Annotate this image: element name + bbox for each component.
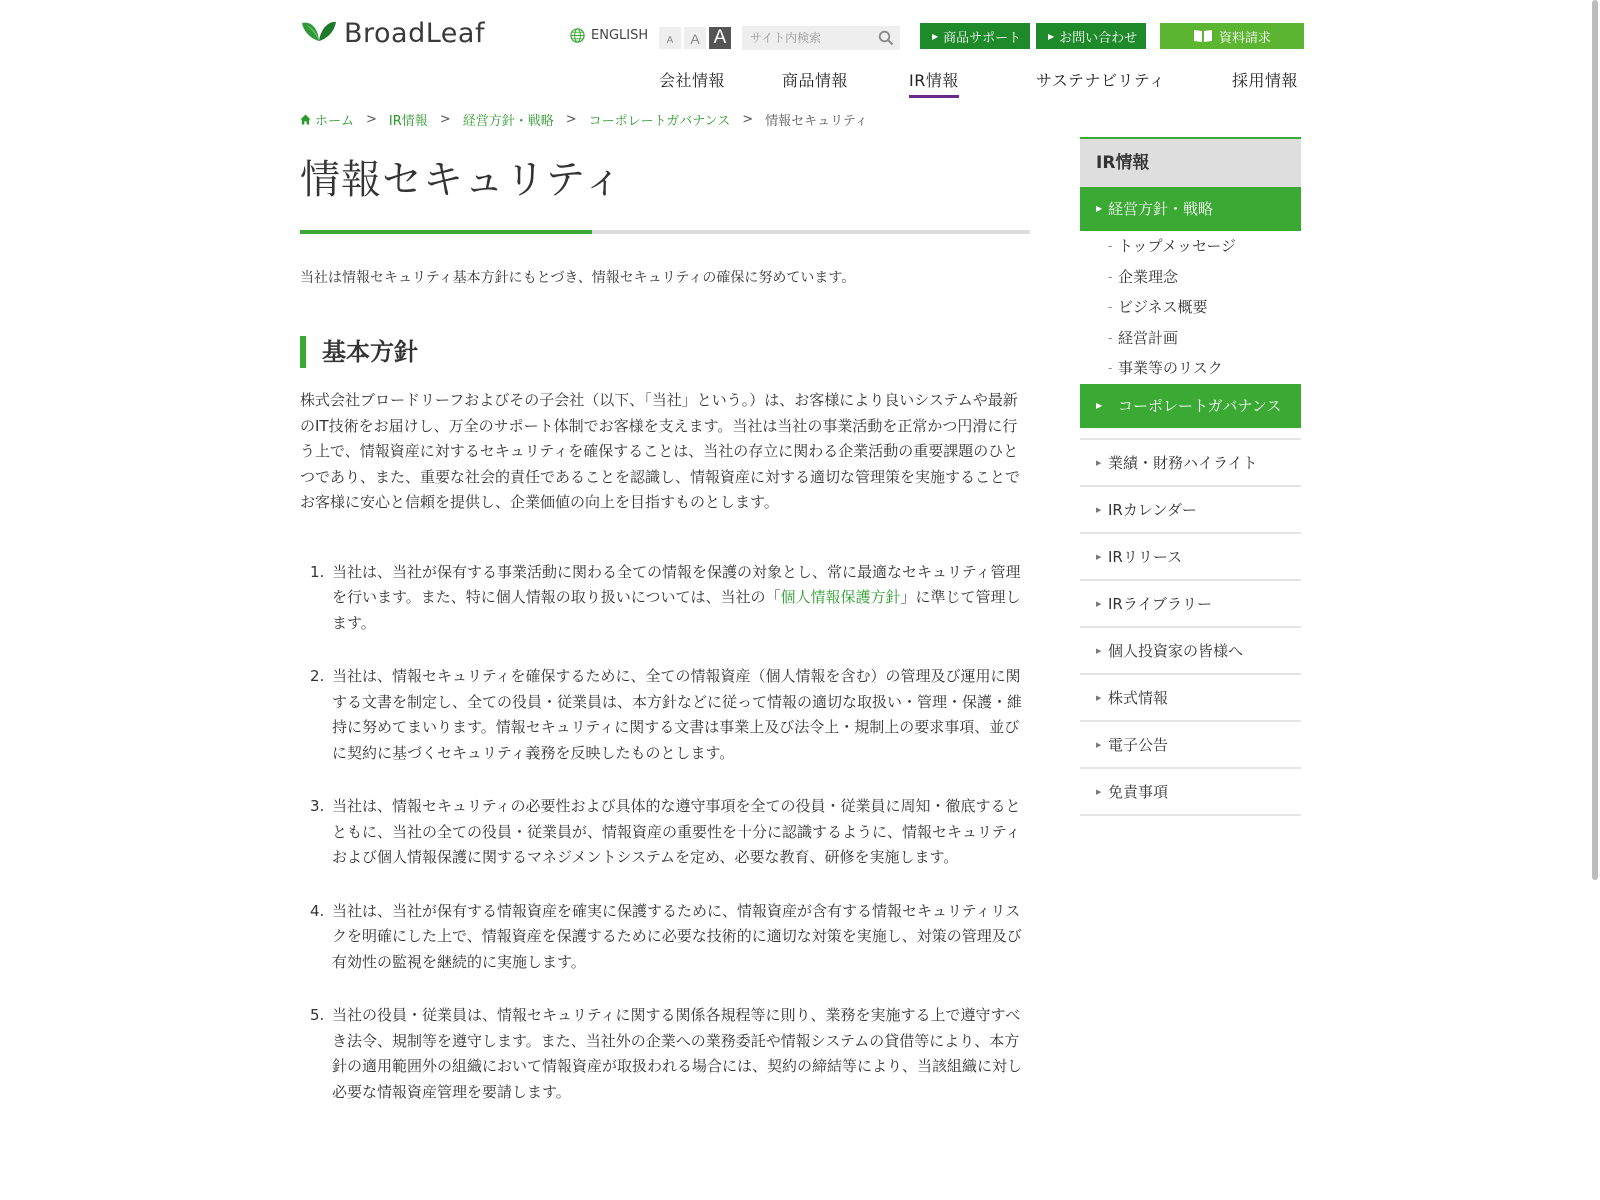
logo[interactable] [300,18,485,49]
breadcrumb-separator: > [742,112,754,127]
policy-number: 1. [310,562,325,581]
sidebar-item-label: IRカレンダー [1108,500,1197,519]
sidebar-item-label: 株式情報 [1108,688,1169,707]
language-link[interactable] [570,28,648,43]
site-header [300,0,1304,110]
breadcrumb-governance[interactable]: コーポレートガバナンス [588,114,731,129]
search-input[interactable] [742,26,872,50]
section-title: 基本方針 [300,336,1030,368]
search-icon[interactable] [878,30,894,46]
logo-text: BroadLeaf [344,18,485,49]
sidebar-sub-item[interactable]: - 事業等のリスク [1080,353,1301,384]
sidebar-item[interactable] [1080,722,1301,769]
sidebar-sub-item[interactable]: - トップメッセージ [1080,231,1301,262]
arrow-right-icon: ▶ [1096,787,1102,796]
product-support-label: 商品サポート [943,30,1022,46]
sidebar-heading[interactable]: IR情報 [1080,137,1301,187]
arrow-right-icon: ▶ [1096,552,1102,561]
globe-icon [570,28,585,43]
sidebar-sub-item[interactable]: - 企業理念 [1080,262,1301,293]
sidebar-item-label: 免責事項 [1108,782,1169,801]
arrow-right-icon: ▶ [1096,400,1103,410]
arrow-right-icon: ▶ [1048,31,1055,41]
intro-paragraph: 株式会社ブロードリーフおよびその子会社（以下、「当社」という。）は、お客様により良いシステムや最新のIT技術をお届けし、万全のサポート体制でお客様を支えます。当社は当社の事業活動を正常かつ円滑に行う上で、情報資産に対するセキュリティを確保することは、当社の存立に関わる企業活動の重要課題のひとつであり、また、重要な社会的責任であることを認識し、情報資産に対する適切な管理策を実施することでお客様に安心と信頼を提供し、企業価値の向上を目指すものとします。 [300,391,1021,511]
sidebar-item-strategy[interactable] [1080,187,1301,231]
language-label: ENGLISH [591,28,649,43]
sidebar-item[interactable] [1080,769,1301,816]
policy-text: 当社は、当社が保有する事業活動に関わる全ての情報を保護の対象とし、常に最適なセキュリティ管理を行います。また、特に個人情報の取り扱いについては、当社の「 [332,562,1021,606]
font-size-large-button[interactable]: A [709,27,731,49]
title-underline [300,230,1030,234]
policy-text: 当社は、情報セキュリティの必要性および具体的な遵守事項を全ての役員・従業員に周知・徹底するとともに、当社の全ての役員・従業員が、情報資産の重要性を十分に認識するように、情報セキュリティおよび個人情報保護に関するマネジメントシステムを定め、必要な教育、研修を実施します。 [332,797,1021,866]
product-support-button[interactable] [920,23,1030,49]
arrow-right-icon: ▶ [1096,740,1102,749]
policy-text: 」に準じて管理します。 [332,588,1021,632]
font-size-medium-button[interactable]: A [684,27,706,49]
breadcrumb-separator: > [439,112,451,127]
sidebar-item-label: 電子公告 [1108,735,1169,754]
sidebar-list [1080,438,1301,816]
sidebar-item[interactable] [1080,440,1301,487]
privacy-policy-link[interactable]: 個人情報保護方針 [780,588,901,606]
breadcrumb-home[interactable]: ホーム [315,114,355,129]
breadcrumb-current: 情報セキュリティ [765,114,868,129]
sidebar-item-label: IRライブラリー [1108,594,1212,613]
font-size-switcher [659,27,731,49]
page-title: 情報セキュリティ [300,157,624,203]
sidebar-item-label: 個人投資家の皆様へ [1108,641,1244,660]
arrow-right-icon: ▶ [1096,646,1102,655]
arrow-right-icon: ▶ [1096,693,1102,702]
breadcrumb-ir[interactable]: IR情報 [388,114,428,129]
policy-item [300,899,1030,976]
main-content [300,150,1030,1133]
sidebar [1080,137,1301,816]
arrow-right-icon: ▶ [1096,599,1102,608]
sidebar-sub-item[interactable]: - ビジネス概要 [1080,292,1301,323]
policy-item [300,560,1030,637]
sidebar-item-governance[interactable] [1080,384,1301,428]
lead-text: 当社は情報セキュリティ基本方針にもとづき、情報セキュリティの確保に努めています。 [300,270,856,286]
nav-products[interactable]: 商品情報 [782,71,849,90]
policy-item [300,794,1030,871]
scrollbar-thumb[interactable] [1592,0,1598,880]
sidebar-item[interactable] [1080,534,1301,581]
arrow-right-icon: ▶ [932,31,939,41]
global-nav [300,68,1304,102]
policy-text: 当社は、当社が保有する情報資産を確実に保護するために、情報資産が含有する情報セキュリティリスクを明確にした上で、情報資産を保護するために必要な技術的に適切な対策を実施し、対策の管理及び有効性の監視を継続的に実施します。 [332,901,1022,971]
home-icon [300,114,311,125]
site-search [742,26,900,50]
breadcrumb-strategy[interactable]: 経営方針・戦略 [462,114,554,129]
nav-sustainability[interactable]: サステナビリティ [1036,71,1166,90]
policy-list [300,560,1030,1106]
arrow-right-icon: ▶ [1096,204,1103,213]
breadcrumb-separator: > [565,112,577,127]
sidebar-item-label: 業績・財務ハイライト [1108,453,1258,472]
policy-item [300,664,1030,766]
breadcrumb [300,110,868,129]
policy-item [300,1003,1030,1105]
request-documents-button[interactable] [1160,23,1304,49]
sidebar-sub-item[interactable]: - 経営計画 [1080,323,1301,354]
font-size-small-button[interactable]: A [659,27,681,49]
sidebar-item[interactable] [1080,487,1301,534]
leaf-logo-icon [300,19,338,49]
sidebar-item-label: コーポレートガバナンス [1118,396,1282,415]
nav-recruit[interactable]: 採用情報 [1232,71,1299,90]
page-scrollbar[interactable] [1590,0,1600,1200]
policy-text: 当社の役員・従業員は、情報セキュリティに関する関係各規程等に則り、業務を実施する上で遵守すべき法令、規制等を遵守します。また、当社外の企業への業務委託や情報システムの貸借等により、本方針の適用範囲外の組織において情報資産が取扱われる場合には、契約の締結等により、当該組織に対し必要な情報資産管理を要請します。 [332,1006,1023,1101]
nav-ir[interactable]: IR情報 [909,68,959,98]
contact-button[interactable] [1036,23,1146,49]
arrow-right-icon: ▶ [1096,458,1102,467]
sidebar-sub-list [1080,231,1301,384]
policy-text: 当社は、情報セキュリティを確保するために、全ての情報資産（個人情報を含む）の管理及び運用に関する文書を制定し、全ての役員・従業員は、本方針などに従って情報の適切な取扱い・管理・保護・維持に努めてまいります。情報セキュリティに関する文書は事業上及び法令上・規制上の要求事項、並びに契約に基づくセキュリティ義務を反映したものとします。 [332,667,1023,762]
policy-number: 3. [310,797,325,815]
sidebar-item[interactable] [1080,581,1301,628]
contact-label: お問い合わせ [1059,30,1138,46]
arrow-right-icon: ▶ [1096,505,1102,514]
policy-number: 4. [310,901,325,920]
policy-number: 2. [310,667,325,685]
breadcrumb-separator: > [366,112,377,127]
sidebar-item-label: 経営方針・戦略 [1108,200,1214,218]
policy-number: 5. [310,1006,325,1024]
book-icon [1193,29,1213,43]
sidebar-item[interactable] [1080,675,1301,722]
request-documents-label: 資料請求 [1218,30,1271,46]
sidebar-item-label: IRリリース [1108,547,1183,566]
sidebar-item[interactable] [1080,628,1301,675]
nav-company[interactable]: 会社情報 [659,71,726,90]
